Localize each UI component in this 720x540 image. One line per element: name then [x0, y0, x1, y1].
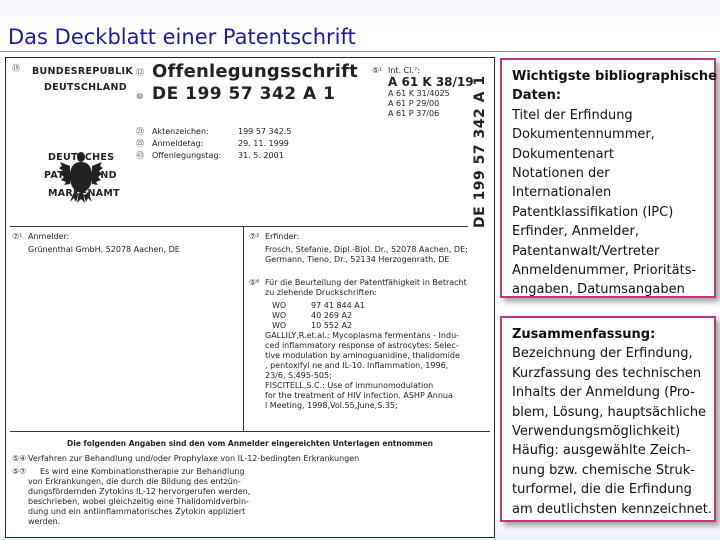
header-divider: [10, 226, 468, 227]
app-number-label: Aktenzeichen:: [152, 127, 209, 136]
box-line: Anmeldenummer, Prioritäts-: [512, 263, 697, 279]
abstract-summary-box: [500, 316, 716, 522]
abstract-line: Es wird eine Kombinationstherapie zur Behandlung: [40, 467, 245, 476]
inventor-marker: ⑦²: [249, 232, 260, 241]
doc-type-marker: ⑫: [136, 68, 144, 77]
vertical-publication-number: DE 199 57 342 A 1: [472, 75, 488, 228]
int-cl-label: Int. Cl.⁷:: [388, 66, 420, 75]
int-cl-main: A 61 K 38/19: [388, 75, 474, 89]
box-heading: Daten:: [512, 88, 562, 104]
country-line-2: DEUTSCHLAND: [44, 82, 127, 93]
abstract-line: von Erkrankungen, die durch die Bildung des entzün-: [28, 477, 241, 486]
box-line: blem, Lösung, hauptsächliche: [512, 404, 707, 420]
slide-title: Das Deckblatt einer Patentschrift: [8, 25, 356, 49]
filing-date-marker: ㉒: [136, 139, 144, 148]
box-line: Erfinder, Anmelder,: [512, 224, 639, 240]
cited-heading-line: Für die Beurteilung der Patentfähigkeit in Betracht: [265, 278, 467, 287]
inventor-line: Germann, Tieno, Dr., 52134 Herzogenrath, DE: [265, 255, 450, 264]
box-heading: Wichtigste bibliographische: [512, 69, 717, 84]
box-line: Titel der Erfindung: [512, 107, 633, 123]
int-cl-line: A 61 P 37/06: [388, 109, 440, 118]
box-line: Dokumentenart: [512, 146, 614, 162]
lower-divider: [10, 431, 490, 432]
abstract-line: werden.: [28, 517, 61, 526]
title-divider: [0, 51, 720, 52]
box-line: Notationen der: [512, 166, 610, 182]
cited-text-line: , pentoxifyl ne and IL-10. Inflammation, 1996,: [265, 361, 449, 370]
box-line: am deutlichsten kennzeichnet.: [512, 501, 713, 517]
box-line: Kurzfassung des technischen: [512, 365, 702, 381]
country-line-1: BUNDESREPUBLIK: [32, 66, 133, 77]
filing-date-label: Anmeldetag:: [152, 139, 204, 148]
pub-date-marker: ㊸: [136, 151, 144, 160]
box-line: Inhalts der Anmeldung (Pro-: [512, 385, 695, 401]
filing-date-value: 29. 11. 1999: [238, 139, 289, 148]
box-line: Internationalen: [512, 185, 612, 201]
office-line-1: DEUTSCHES: [48, 152, 115, 163]
applicant-marker: ⑦¹: [12, 232, 23, 241]
pub-number-marker: ⑩: [136, 92, 144, 101]
pub-date-label: Offenlegungstag:: [152, 151, 222, 160]
office-line-2: PATENT- UND: [44, 170, 117, 181]
box-line: Häufig: ausgewählte Zeich-: [512, 443, 691, 459]
cited-text-line: tive modulation by aminoguanidine, thalidomide: [265, 351, 460, 360]
cited-heading-line: zu ziehende Druckschriften:: [265, 288, 377, 297]
cited-marker: ⑤⁶: [249, 278, 260, 287]
title-marker: ⑤④: [12, 454, 27, 463]
bibliographic-data-box: [500, 58, 716, 298]
publication-number: DE 199 57 342 A 1: [152, 84, 336, 104]
box-line: Patentklassifikation (IPC): [512, 204, 674, 220]
cited-text-line: for the treatment of HIV infection. ASHP Annua: [265, 391, 453, 400]
applicant-value: Grünenthal GmbH, 52078 Aachen, DE: [28, 245, 180, 254]
box-line: turformel, die die Erfindung: [512, 482, 692, 498]
cited-doc-prefix: WO: [272, 301, 287, 310]
box-line: angaben, Datumsangaben: [512, 282, 685, 298]
box-line: Verwendungsmöglichkeit): [512, 424, 681, 440]
cited-text-line: ced inflammatory response of astrocytes: Selec-: [265, 341, 459, 350]
app-number-value: 199 57 342.5: [238, 127, 292, 136]
column-divider: [243, 226, 244, 431]
cited-text-line: 23/6, S.495-505;: [265, 371, 332, 380]
document-type: Offenlegungsschrift: [152, 61, 358, 82]
cited-text-line: GALLILY,R.et.al.: Mycoplasma fermentans - Indu-: [265, 331, 460, 340]
applicant-notice: Die folgenden Angaben sind den vom Anmelder eingereichten Unterlagen entnommen: [67, 439, 433, 448]
applicant-label: Anmelder:: [28, 232, 70, 241]
box-heading: Zusammenfassung:: [512, 327, 656, 342]
int-cl-marker: ⑤¹: [372, 66, 383, 75]
cited-text-line: FISCITELL,S.C.: Use of immunomodulation: [265, 381, 434, 390]
int-cl-line: A 61 P 29/00: [388, 99, 440, 108]
cited-text-line: l Meeting, 1998,Vol.55,June,S.35;: [265, 401, 398, 410]
country-code-marker: ⑲: [12, 64, 20, 73]
box-line: nung bzw. chemische Struk-: [512, 462, 695, 478]
abstract-line: dungsfördernden Zytokins IL-12 hervorgerufen werden,: [28, 487, 251, 496]
cited-doc-number: 40 269 A2: [311, 311, 353, 320]
invention-title: Verfahren zur Behandlung und/oder Prophylaxe von IL-12-bedingten Erkrankungen: [28, 454, 360, 463]
abstract-line: dung und ein antiinflammatorisches Zytokin appliziert: [28, 507, 246, 516]
abstract-line: beschrieben, wobei gleichzeitig eine Thalidomidverbin-: [28, 497, 249, 506]
app-number-marker: ㉑: [136, 127, 144, 136]
inventor-label: Erfinder:: [265, 232, 300, 241]
abstract-marker: ⑤⑦: [12, 467, 27, 476]
box-line: Patentanwalt/Vertreter: [512, 243, 660, 259]
cited-doc-number: 97 41 844 A1: [311, 301, 365, 310]
int-cl-line: A 61 K 31/4025: [388, 89, 450, 98]
office-line-3: MARKENAMT: [48, 188, 120, 199]
cited-doc-prefix: WO: [272, 311, 287, 320]
inventor-line: Frosch, Stefanie, Dipl.-Biol. Dr., 52078 Aachen, DE;: [265, 245, 468, 254]
cited-doc-prefix: WO: [272, 321, 287, 330]
pub-date-value: 31. 5. 2001: [238, 151, 284, 160]
patent-cover-page: [5, 57, 495, 538]
box-line: Bezeichnung der Erfindung,: [512, 346, 693, 362]
box-line: Dokumentennummer,: [512, 127, 655, 143]
cited-doc-number: 10 552 A2: [311, 321, 353, 330]
